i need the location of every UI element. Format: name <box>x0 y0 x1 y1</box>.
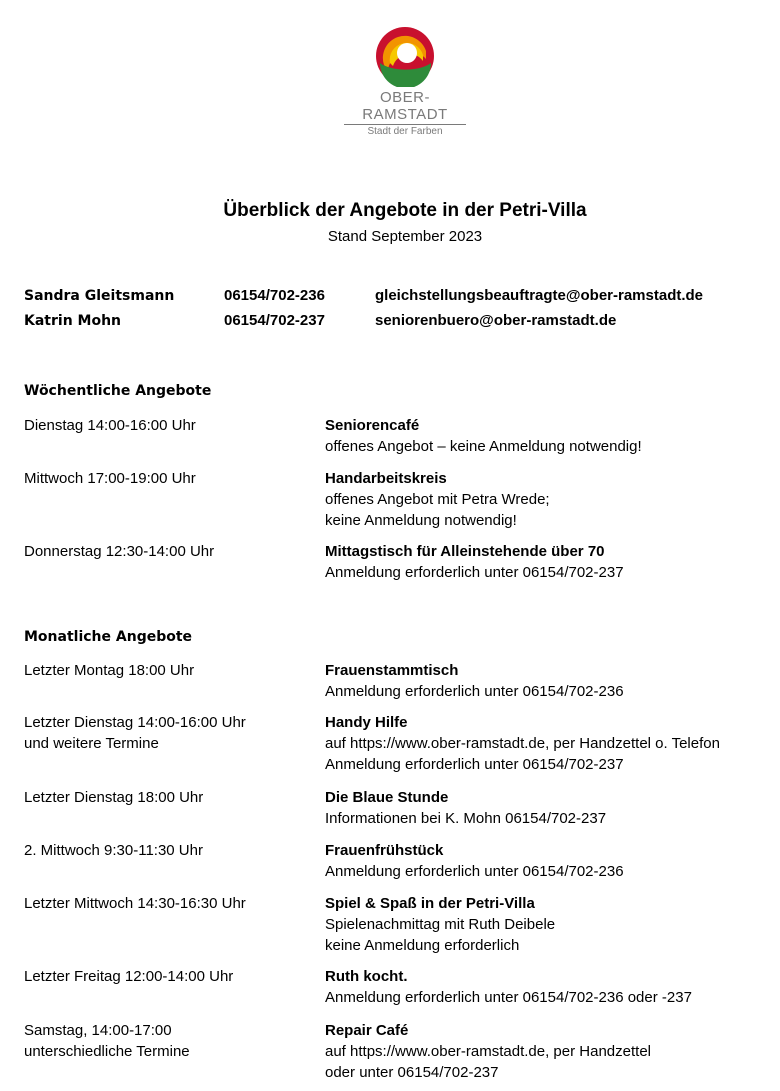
offer-schedule <box>24 712 314 754</box>
offer-description <box>325 787 780 829</box>
offer-detail: keine Anmeldung notwendig! <box>325 512 517 529</box>
offer-schedule <box>24 468 314 489</box>
offer-description <box>325 893 780 956</box>
page-title: Überblick der Angebote in der Petri-Villa <box>223 200 587 221</box>
offer-detail: Anmeldung erforderlich unter 06154/702-236 <box>325 863 624 880</box>
offer-title: Frauenfrühstück <box>325 842 444 859</box>
offer-detail: Anmeldung erforderlich unter 06154/702-236 oder -237 <box>325 989 692 1006</box>
offer-schedule <box>24 541 314 562</box>
city-logo <box>340 25 470 137</box>
schedule-line: Mittwoch 17:00-19:00 Uhr <box>24 470 196 487</box>
offer-schedule <box>24 660 314 681</box>
offer-detail: Anmeldung erforderlich unter 06154/702-236 <box>325 683 624 700</box>
schedule-line: Dienstag 14:00-16:00 Uhr <box>24 417 196 434</box>
contact-phone: 06154/702-236 <box>224 287 325 304</box>
offer-schedule <box>24 787 314 808</box>
offer-schedule <box>24 966 314 987</box>
schedule-line: und weitere Termine <box>24 735 159 752</box>
offer-description <box>325 541 780 583</box>
schedule-line: Letzter Freitag 12:00-14:00 Uhr <box>24 968 234 985</box>
offer-description <box>325 712 780 775</box>
offer-schedule <box>24 840 314 861</box>
offer-title: Seniorencafé <box>325 417 420 434</box>
offer-detail: Anmeldung erforderlich unter 06154/702-237 <box>325 756 624 773</box>
contact-name: Katrin Mohn <box>24 313 122 329</box>
offer-schedule <box>24 1020 314 1062</box>
logo-divider <box>344 124 466 125</box>
logo-city-name: OBER-RAMSTADT <box>362 89 448 123</box>
offer-detail: Informationen bei K. Mohn 06154/702-237 <box>325 810 607 827</box>
offer-description <box>325 966 780 1008</box>
offer-detail: oder unter 06154/702-237 <box>325 1064 499 1081</box>
contact-phone: 06154/702-237 <box>224 312 325 329</box>
offer-description <box>325 660 780 702</box>
contact-email: gleichstellungsbeauftragte@ober-ramstadt.de <box>375 287 704 304</box>
schedule-line: Letzter Mittwoch 14:30-16:30 Uhr <box>24 895 246 912</box>
schedule-line: 2. Mittwoch 9:30-11:30 Uhr <box>24 842 203 859</box>
offer-detail: Anmeldung erforderlich unter 06154/702-237 <box>325 564 624 581</box>
contact-email: seniorenbuero@ober-ramstadt.de <box>375 312 617 329</box>
offer-title: Repair Café <box>325 1022 409 1039</box>
offer-detail: offenes Angebot – keine Anmeldung notwendig! <box>325 438 642 455</box>
offer-detail: auf https://www.ober-ramstadt.de, per Handzettel <box>325 1043 651 1060</box>
offer-title: Frauenstammtisch <box>325 662 459 679</box>
offer-schedule <box>24 415 314 436</box>
schedule-line: Donnerstag 12:30-14:00 Uhr <box>24 543 215 560</box>
offer-title: Handy Hilfe <box>325 714 408 731</box>
page-subtitle: Stand September 2023 <box>327 228 483 245</box>
schedule-line: Samstag, 14:00-17:00 <box>24 1022 172 1039</box>
offer-detail: keine Anmeldung erforderlich <box>325 937 520 954</box>
offer-description <box>325 840 780 882</box>
offer-description <box>325 415 780 457</box>
offer-detail: offenes Angebot mit Petra Wrede; <box>325 491 550 508</box>
offer-title: Ruth kocht. <box>325 968 408 985</box>
schedule-line: unterschiedliche Termine <box>24 1043 190 1060</box>
logo-tagline: Stadt der Farben <box>367 126 443 137</box>
schedule-line: Letzter Dienstag 14:00-16:00 Uhr <box>24 714 246 731</box>
offer-description <box>325 1020 780 1083</box>
schedule-line: Letzter Montag 18:00 Uhr <box>24 662 195 679</box>
offer-schedule <box>24 893 314 914</box>
offer-title: Spiel & Spaß in der Petri-Villa <box>325 895 535 912</box>
section-heading-monthly: Monatliche Angebote <box>24 629 193 645</box>
offer-title: Handarbeitskreis <box>325 470 447 487</box>
city-emblem-icon <box>374 25 436 87</box>
offer-detail: auf https://www.ober-ramstadt.de, per Handzettel o. Telefon <box>325 735 720 752</box>
offer-description <box>325 468 780 531</box>
offer-title: Mittagstisch für Alleinstehende über 70 <box>325 543 605 560</box>
contact-name: Sandra Gleitsmann <box>24 288 175 304</box>
offer-title: Die Blaue Stunde <box>325 789 449 806</box>
schedule-line: Letzter Dienstag 18:00 Uhr <box>24 789 204 806</box>
offer-detail: Spielenachmittag mit Ruth Deibele <box>325 916 556 933</box>
section-heading-weekly: Wöchentliche Angebote <box>24 383 212 399</box>
